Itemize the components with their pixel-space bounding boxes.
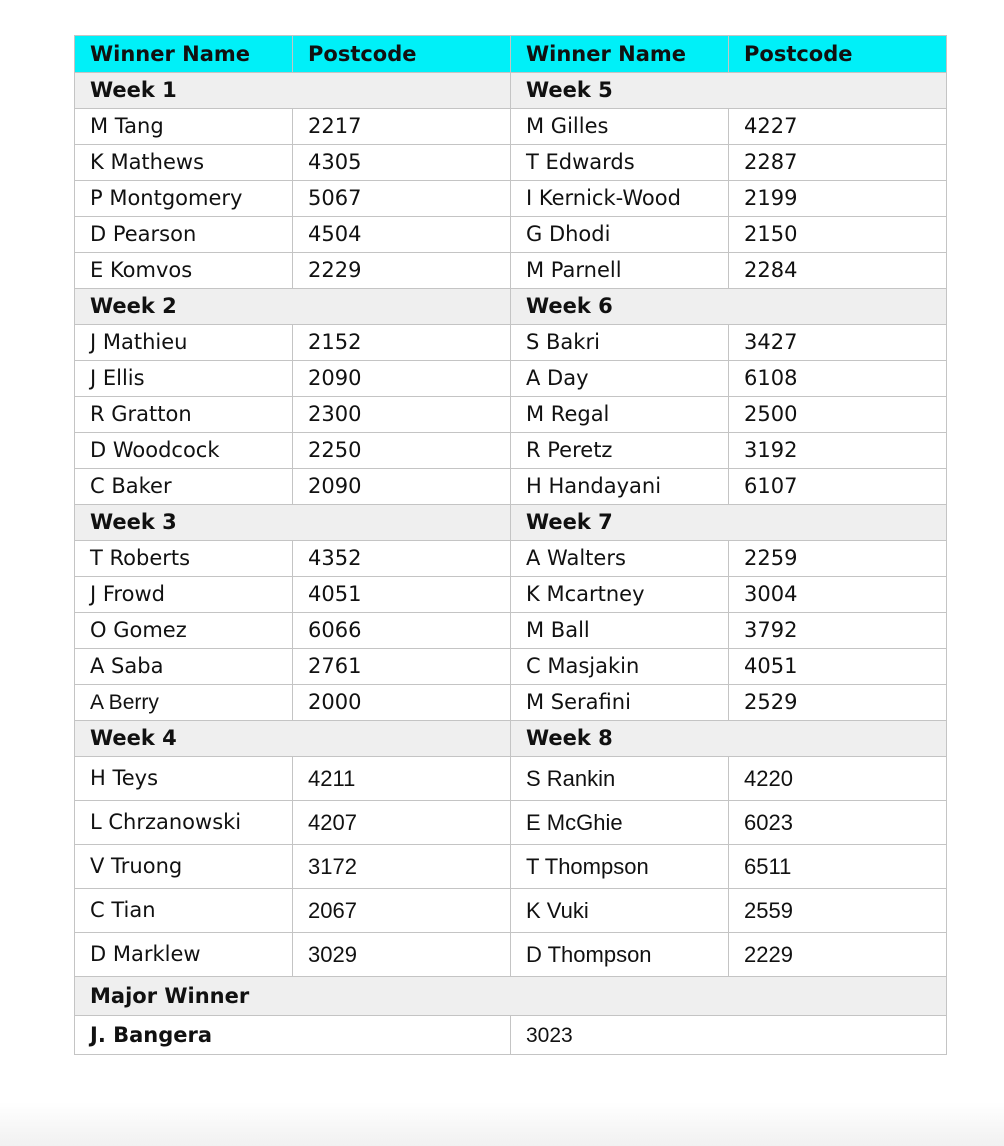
table-row bbox=[75, 577, 947, 613]
postcode-cell: 2199 bbox=[729, 181, 947, 217]
winner-name-cell: I Kernick-Wood bbox=[511, 181, 729, 217]
winners-table bbox=[74, 35, 947, 1055]
winner-name-cell: S Rankin bbox=[511, 757, 729, 801]
winner-name-cell: C Masjakin bbox=[511, 649, 729, 685]
winner-name-cell: D Pearson bbox=[75, 217, 293, 253]
week-label-right: Week 8 bbox=[511, 721, 947, 757]
winner-name-cell: P Montgomery bbox=[75, 181, 293, 217]
postcode-cell: 3192 bbox=[729, 433, 947, 469]
postcode-cell: 2090 bbox=[293, 361, 511, 397]
week-header-row bbox=[75, 505, 947, 541]
table-row bbox=[75, 361, 947, 397]
postcode-cell: 4220 bbox=[729, 757, 947, 801]
week-label-right: Week 5 bbox=[511, 73, 947, 109]
postcode-cell: 6108 bbox=[729, 361, 947, 397]
winner-name-cell: C Tian bbox=[75, 889, 293, 933]
table-row bbox=[75, 253, 947, 289]
winner-name-cell: V Truong bbox=[75, 845, 293, 889]
winner-name-cell: K Mathews bbox=[75, 145, 293, 181]
winner-name-cell: J Frowd bbox=[75, 577, 293, 613]
winner-name-cell: A Walters bbox=[511, 541, 729, 577]
postcode-cell: 6511 bbox=[729, 845, 947, 889]
week-label-left: Week 3 bbox=[75, 505, 511, 541]
table-row bbox=[75, 933, 947, 977]
table-row bbox=[75, 685, 947, 721]
major-winner-name: J. Bangera bbox=[75, 1016, 511, 1055]
postcode-cell: 2000 bbox=[293, 685, 511, 721]
postcode-cell: 2090 bbox=[293, 469, 511, 505]
table-row bbox=[75, 433, 947, 469]
winner-name-cell: M Ball bbox=[511, 613, 729, 649]
winner-name-cell: C Baker bbox=[75, 469, 293, 505]
postcode-cell: 6107 bbox=[729, 469, 947, 505]
postcode-cell: 2559 bbox=[729, 889, 947, 933]
postcode-cell: 5067 bbox=[293, 181, 511, 217]
postcode-cell: 6066 bbox=[293, 613, 511, 649]
winner-name-cell: E Komvos bbox=[75, 253, 293, 289]
winner-name-cell: K Mcartney bbox=[511, 577, 729, 613]
table-row bbox=[75, 217, 947, 253]
winner-name-cell: E McGhie bbox=[511, 801, 729, 845]
week-body bbox=[75, 73, 947, 977]
postcode-cell: 2761 bbox=[293, 649, 511, 685]
postcode-cell: 2287 bbox=[729, 145, 947, 181]
winner-name-cell: A Saba bbox=[75, 649, 293, 685]
winner-name-cell: R Peretz bbox=[511, 433, 729, 469]
winner-name-cell: J Ellis bbox=[75, 361, 293, 397]
postcode-cell: 4207 bbox=[293, 801, 511, 845]
postcode-cell: 2150 bbox=[729, 217, 947, 253]
postcode-cell: 4227 bbox=[729, 109, 947, 145]
page-bottom-shade bbox=[0, 1102, 1004, 1146]
winner-name-cell: T Thompson bbox=[511, 845, 729, 889]
table-row bbox=[75, 845, 947, 889]
postcode-cell: 4051 bbox=[729, 649, 947, 685]
postcode-cell: 3792 bbox=[729, 613, 947, 649]
major-winner-row bbox=[75, 1016, 947, 1055]
table-row bbox=[75, 889, 947, 933]
winner-name-cell: K Vuki bbox=[511, 889, 729, 933]
col-header-postcode-right: Postcode bbox=[729, 36, 947, 73]
winner-name-cell: O Gomez bbox=[75, 613, 293, 649]
table-row bbox=[75, 649, 947, 685]
winner-name-cell: M Serafini bbox=[511, 685, 729, 721]
winner-name-cell: A Berry bbox=[75, 685, 293, 721]
major-winner-title: Major Winner bbox=[75, 977, 947, 1016]
winner-name-cell: H Handayani bbox=[511, 469, 729, 505]
postcode-cell: 2152 bbox=[293, 325, 511, 361]
postcode-cell: 3029 bbox=[293, 933, 511, 977]
col-header-postcode-left: Postcode bbox=[293, 36, 511, 73]
postcode-cell: 2284 bbox=[729, 253, 947, 289]
week-header-row bbox=[75, 721, 947, 757]
table-row bbox=[75, 109, 947, 145]
postcode-cell: 4352 bbox=[293, 541, 511, 577]
table-row bbox=[75, 757, 947, 801]
postcode-cell: 4305 bbox=[293, 145, 511, 181]
postcode-cell: 6023 bbox=[729, 801, 947, 845]
postcode-cell: 2229 bbox=[729, 933, 947, 977]
postcode-cell: 2300 bbox=[293, 397, 511, 433]
table-row bbox=[75, 541, 947, 577]
postcode-cell: 3172 bbox=[293, 845, 511, 889]
week-label-left: Week 4 bbox=[75, 721, 511, 757]
winner-name-cell: J Mathieu bbox=[75, 325, 293, 361]
col-header-winner-name-left: Winner Name bbox=[75, 36, 293, 73]
winner-name-cell: M Parnell bbox=[511, 253, 729, 289]
header-row bbox=[75, 36, 947, 73]
postcode-cell: 2529 bbox=[729, 685, 947, 721]
winner-name-cell: R Gratton bbox=[75, 397, 293, 433]
winner-name-cell: T Edwards bbox=[511, 145, 729, 181]
winner-name-cell: S Bakri bbox=[511, 325, 729, 361]
postcode-cell: 2500 bbox=[729, 397, 947, 433]
winner-name-cell: M Regal bbox=[511, 397, 729, 433]
postcode-cell: 3427 bbox=[729, 325, 947, 361]
table-row bbox=[75, 145, 947, 181]
winner-name-cell: D Thompson bbox=[511, 933, 729, 977]
postcode-cell: 4211 bbox=[293, 757, 511, 801]
postcode-cell: 4051 bbox=[293, 577, 511, 613]
major-title-row bbox=[75, 977, 947, 1016]
winner-name-cell: D Woodcock bbox=[75, 433, 293, 469]
col-header-winner-name-right: Winner Name bbox=[511, 36, 729, 73]
week-label-left: Week 2 bbox=[75, 289, 511, 325]
week-header-row bbox=[75, 73, 947, 109]
winner-name-cell: D Marklew bbox=[75, 933, 293, 977]
postcode-cell: 2259 bbox=[729, 541, 947, 577]
winner-name-cell: M Gilles bbox=[511, 109, 729, 145]
winner-name-cell: T Roberts bbox=[75, 541, 293, 577]
winner-name-cell: M Tang bbox=[75, 109, 293, 145]
postcode-cell: 2067 bbox=[293, 889, 511, 933]
week-label-left: Week 1 bbox=[75, 73, 511, 109]
winner-name-cell: G Dhodi bbox=[511, 217, 729, 253]
table-row bbox=[75, 613, 947, 649]
table-row bbox=[75, 325, 947, 361]
postcode-cell: 2250 bbox=[293, 433, 511, 469]
major-winner-postcode: 3023 bbox=[511, 1016, 947, 1055]
table-row bbox=[75, 801, 947, 845]
winner-name-cell: L Chrzanowski bbox=[75, 801, 293, 845]
winner-name-cell: H Teys bbox=[75, 757, 293, 801]
postcode-cell: 2217 bbox=[293, 109, 511, 145]
table-row bbox=[75, 469, 947, 505]
table-row bbox=[75, 397, 947, 433]
week-header-row bbox=[75, 289, 947, 325]
postcode-cell: 2229 bbox=[293, 253, 511, 289]
postcode-cell: 4504 bbox=[293, 217, 511, 253]
week-label-right: Week 7 bbox=[511, 505, 947, 541]
table-row bbox=[75, 181, 947, 217]
postcode-cell: 3004 bbox=[729, 577, 947, 613]
winner-name-cell: A Day bbox=[511, 361, 729, 397]
week-label-right: Week 6 bbox=[511, 289, 947, 325]
